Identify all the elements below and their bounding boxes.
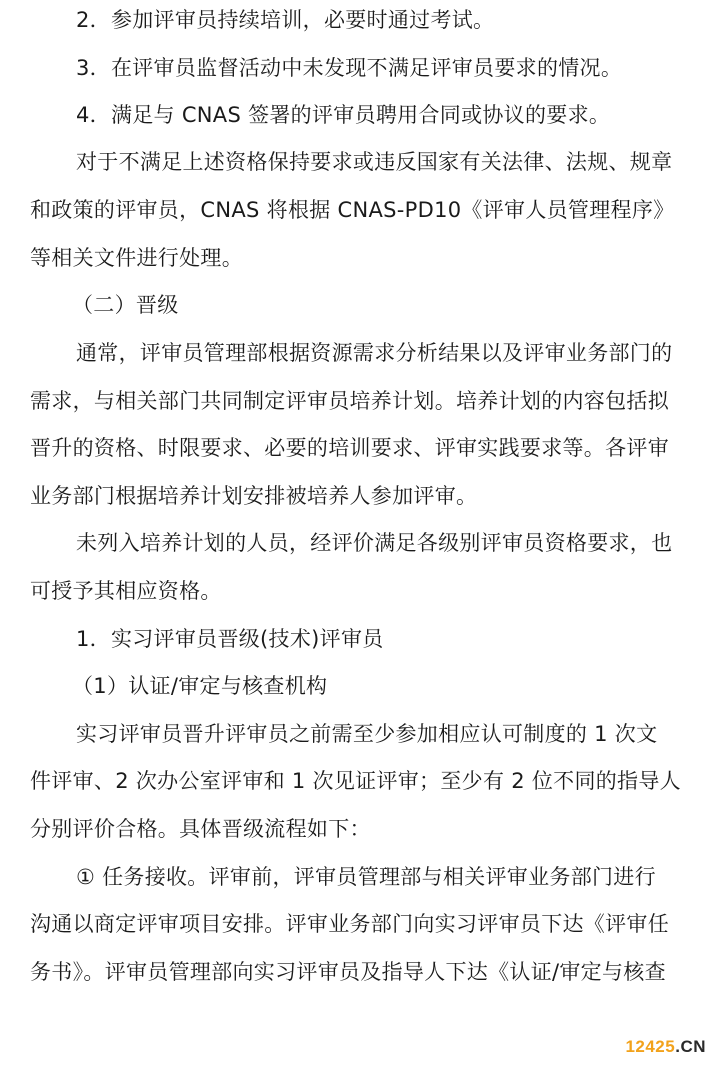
text-line: 对于不满足上述资格保持要求或违反国家有关法律、法规、规章 xyxy=(76,150,673,174)
text-line: 未列入培养计划的人员，经评价满足各级别评审员资格要求，也 xyxy=(76,531,673,555)
text-line: 2．参加评审员持续培训，必要时通过考试。 xyxy=(76,8,495,32)
text-line: 晋升的资格、时限要求、必要的培训要求、评审实践要求等。各评审 xyxy=(30,436,669,460)
text-line: 件评审、2 次办公室评审和 1 次见证评审；至少有 2 位不同的指导人 xyxy=(30,769,681,793)
subsection-heading: 1．实习评审员晋级(技术)评审员 xyxy=(76,627,384,651)
text-line: 4．满足与 CNAS 签署的评审员聘用合同或协议的要求。 xyxy=(76,103,611,127)
text-line: 通常，评审员管理部根据资源需求分析结果以及评审业务部门的 xyxy=(76,341,673,365)
text-line: 可授予其相应资格。 xyxy=(30,579,222,603)
text-line: 务书》。评审员管理部向实习评审员及指导人下达《认证/审定与核查 xyxy=(30,960,666,984)
text-line: 3．在评审员监督活动中未发现不满足评审员要求的情况。 xyxy=(76,56,623,80)
watermark-logo xyxy=(625,1037,706,1057)
watermark-number: 12425 xyxy=(625,1037,676,1056)
subsection-heading: （1）认证/审定与核查机构 xyxy=(72,674,328,698)
text-line: ① 任务接收。评审前，评审员管理部与相关评审业务部门进行 xyxy=(76,865,656,889)
text-line: 等相关文件进行处理。 xyxy=(30,246,243,270)
text-line: 分别评价合格。具体晋级流程如下： xyxy=(30,817,371,841)
text-line: 沟通以商定评审项目安排。评审业务部门向实习评审员下达《评审任 xyxy=(30,912,669,936)
text-line: 业务部门根据培养计划安排被培养人参加评审。 xyxy=(30,484,478,508)
watermark-suffix: .CN xyxy=(675,1037,706,1056)
section-heading: （二）晋级 xyxy=(72,293,179,317)
text-line: 和政策的评审员，CNAS 将根据 CNAS-PD10《评审人员管理程序》 xyxy=(30,198,675,222)
text-line: 实习评审员晋升评审员之前需至少参加相应认可制度的 1 次文 xyxy=(76,722,658,746)
text-line: 需求，与相关部门共同制定评审员培养计划。培养计划的内容包括拟 xyxy=(30,389,669,413)
